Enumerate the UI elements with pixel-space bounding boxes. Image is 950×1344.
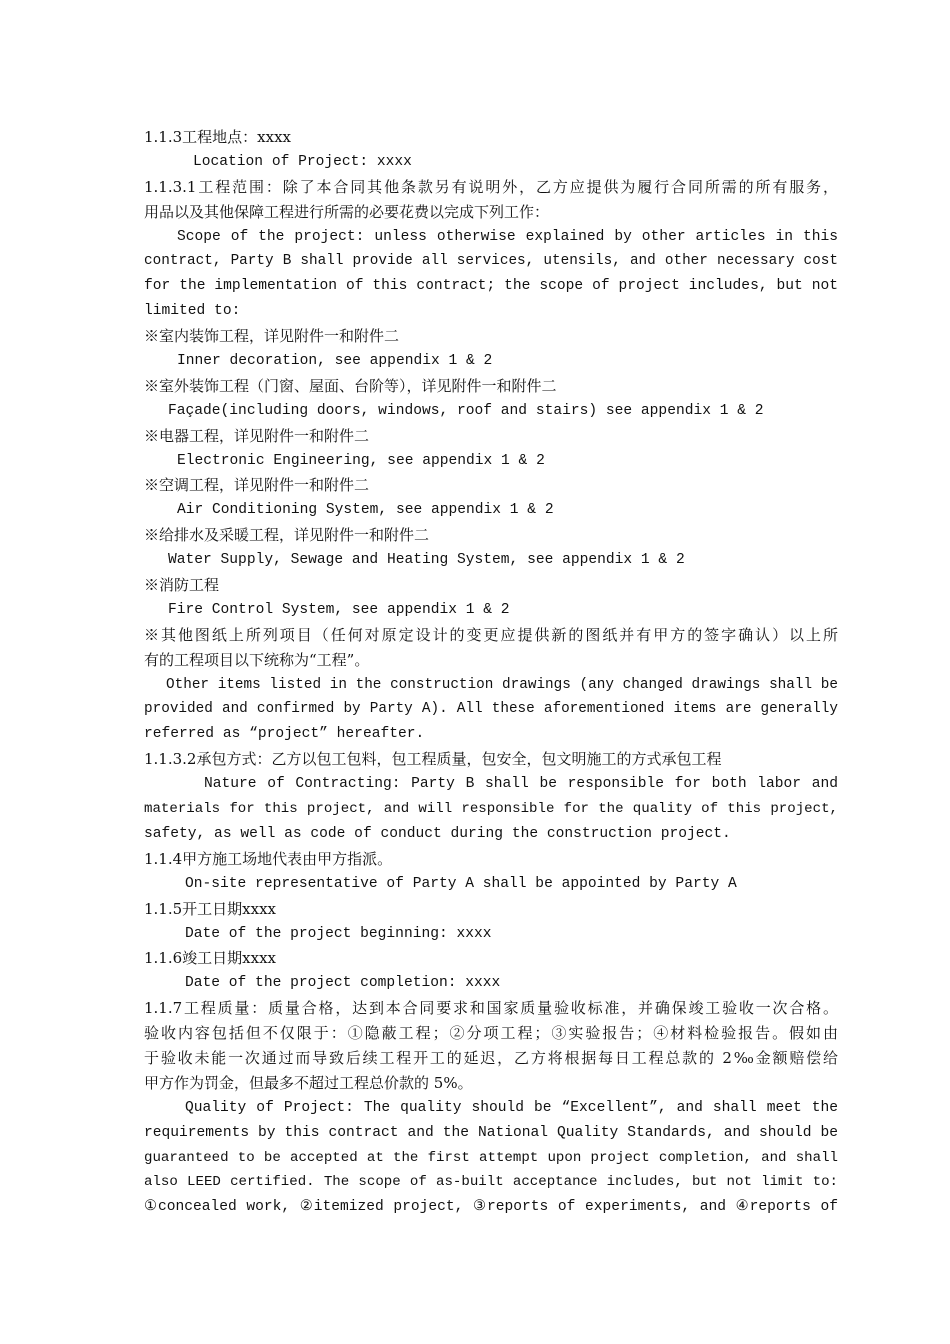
contracting-en-line-1: Nature of Contracting: Party B shall be responsible for both labor and: [204, 776, 838, 793]
contracting-en-line-2: materials for this project, and will responsible for the quality of this project,: [144, 801, 838, 818]
quality-en-line-2: requirements by this contract and the National Quality Standards, and should be: [144, 1124, 838, 1141]
item-other: ※其他图纸上所列项目（任何对原定设计的变更应提供新的图纸并有甲方的签字确认）以上所: [144, 625, 838, 644]
clause-1-1-6-completion-date-en: Date of the project completion: xxxx: [185, 975, 501, 992]
item-facade-en: Façade(including doors, windows, roof and stairs) see appendix 1 & 2: [168, 402, 764, 419]
scope-en-line-4: limited to:: [144, 303, 241, 320]
item-other-en-line-3: referred as “project” hereafter.: [144, 726, 425, 743]
clause-1-1-7-quality-cont-3: 甲方作为罚金，但最多不超过工程总价款的 5%。: [144, 1073, 473, 1092]
clause-1-1-3-location-en: Location of Project: xxxx: [193, 153, 412, 170]
item-other-en-line-1: Other items listed in the construction drawings (any changed drawings shall be: [166, 676, 838, 693]
clause-1-1-4-representative-en: On-site representative of Party A shall be appointed by Party A: [185, 875, 737, 892]
item-facade: ※室外装饰工程（门窗、屋面、台阶等），详见附件一和附件二: [144, 376, 557, 395]
quality-en-line-5: ①concealed work, ②itemized project, ③reports of experiments, and ④reports of: [144, 1199, 838, 1216]
clause-1-1-4-representative: 1.1.4甲方施工场地代表由甲方指派。: [144, 849, 393, 868]
scope-en-line-1: Scope of the project: unless otherwise explained by other articles in this: [177, 228, 838, 245]
scope-en-line-2: contract, Party B shall provide all services, utensils, and other necessary cost: [144, 253, 838, 270]
clause-1-1-7-quality: 1.1.7工程质量：质量合格，达到本合同要求和国家质量验收标准，并确保竣工验收一次合格。: [144, 999, 838, 1018]
clause-1-1-7-quality-cont-1: 验收内容包括但不仅限于：①隐蔽工程；②分项工程；③实验报告；④材料检验报告。假如由: [144, 1024, 838, 1043]
clause-1-1-3-location: 1.1.3工程地点：xxxx: [144, 128, 292, 146]
item-inner-decoration: ※室内装饰工程，详见附件一和附件二: [144, 327, 400, 346]
item-water-supply: ※给排水及采暖工程，详见附件一和附件二: [144, 526, 430, 545]
clause-1-1-5-start-date: 1.1.5开工日期xxxx: [144, 899, 277, 918]
clause-1-1-6-completion-date: 1.1.6竣工日期xxxx: [144, 949, 277, 968]
quality-en-line-4: also LEED certified. The scope of as-built acceptance includes, but not limit to:: [144, 1174, 838, 1191]
clause-1-1-5-start-date-en: Date of the project beginning: xxxx: [185, 925, 492, 942]
item-inner-decoration-en: Inner decoration, see appendix 1 & 2: [177, 353, 493, 370]
contracting-en-line-3: safety, as well as code of conduct during the construction project.: [144, 825, 731, 842]
clause-1-1-3-1-scope: 1.1.3.1工程范围：除了本合同其他条款另有说明外，乙方应提供为履行合同所需的所有服务，: [144, 177, 838, 196]
item-other-en-line-2: provided and confirmed by Party A). All these aforementioned items are generally: [144, 701, 838, 718]
quality-en-line-3: guaranteed to be accepted at the first attempt upon project completion, and shall: [144, 1149, 838, 1166]
item-air-conditioning: ※空调工程，详见附件一和附件二: [144, 476, 370, 495]
clause-1-1-3-1-scope-cont: 用品以及其他保障工程进行所需的必要花费以完成下列工作：: [144, 202, 550, 221]
item-air-conditioning-en: Air Conditioning System, see appendix 1 & 2: [177, 502, 554, 519]
item-other-cont: 有的工程项目以下统称为“工程”。: [144, 650, 370, 669]
item-fire-control: ※消防工程: [144, 576, 220, 595]
item-electrical-en: Electronic Engineering, see appendix 1 & 2: [177, 452, 545, 469]
clause-1-1-3-2-contracting: 1.1.3.2承包方式：乙方以包工包料，包工程质量，包安全，包文明施工的方式承包工程: [144, 750, 722, 769]
scope-en-line-3: for the implementation of this contract; the scope of project includes, but not: [144, 278, 838, 295]
item-electrical: ※电器工程，详见附件一和附件二: [144, 426, 370, 445]
clause-1-1-7-quality-cont-2: 于验收未能一次通过而导致后续工程开工的延迟，乙方将根据每日工程总款的 2‰金额赔偿给: [144, 1048, 838, 1067]
quality-en-line-1: Quality of Project: The quality should be “Excellent”, and shall meet the: [185, 1099, 838, 1116]
document-body: [144, 125, 838, 1220]
item-fire-control-en: Fire Control System, see appendix 1 & 2: [168, 601, 510, 618]
item-water-supply-en: Water Supply, Sewage and Heating System, see appendix 1 & 2: [168, 552, 685, 569]
